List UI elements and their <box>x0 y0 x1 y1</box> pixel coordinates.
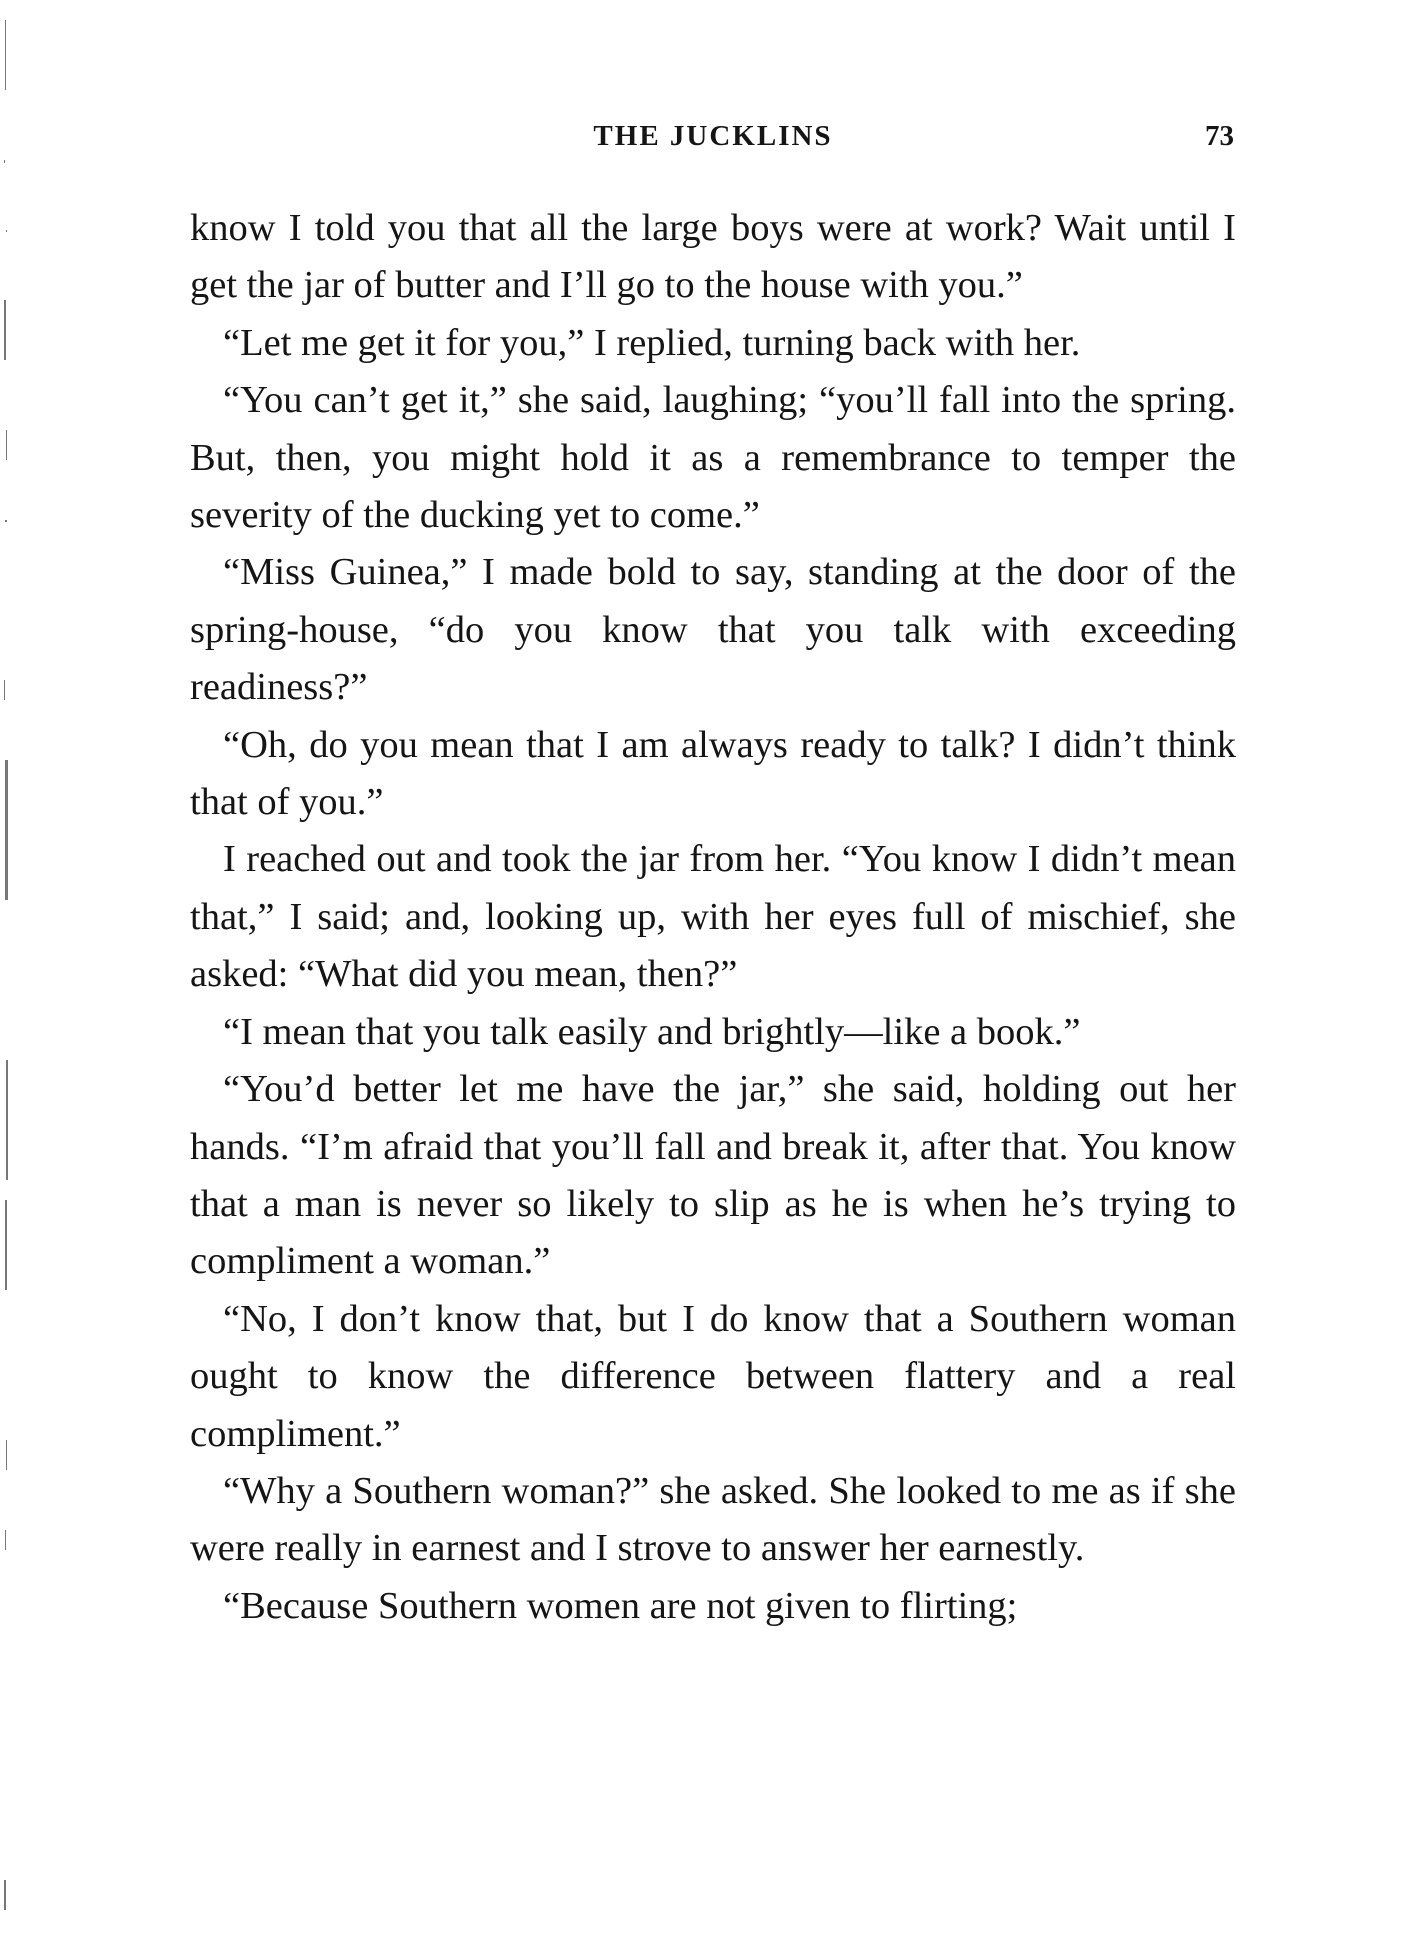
paragraph-8: “You’d better let me have the jar,” she said, holding out her hands. “I’m afraid that you’ll fall and break it, after that. You know that a man is never so likely to slip as he is when he’s trying to compliment a woman.” <box>190 1068 1236 1283</box>
paragraph-2: “Let me get it for you,” I replied, turning back with her. <box>223 321 1081 364</box>
paragraph-1: know I told you that all the large boys were at work? Wait until I get the jar of butter and I’ll go to the house with you.” <box>190 207 1236 307</box>
paragraph-5: “Oh, do you mean that I am always ready to talk? I didn’t think that of you.” <box>190 723 1236 824</box>
paragraph-6: I reached out and took the jar from her. “You know I didn’t mean that,” I said; and, looking up, with her eyes full of mischief, she asked: “What did you mean, then?” <box>190 838 1236 996</box>
running-head: THE JUCKLINS <box>593 120 833 152</box>
paragraph-7: “I mean that you talk easily and brightly—like a book.” <box>223 1010 1081 1053</box>
paragraph-9: “No, I don’t know that, but I do know that a Southern woman ought to know the difference between flattery and a real compliment.” <box>190 1297 1236 1455</box>
page-edge-speckle <box>0 0 20 1954</box>
paragraph-3: “You can’t get it,” she said, laughing; “you’ll fall into the spring. But, then, you might hold it as a remembrance to temper the severity of the ducking yet to come.” <box>190 379 1236 537</box>
paragraph-4: “Miss Guinea,” I made bold to say, standing at the door of the spring-house, “do you know that you talk with exceeding readiness?” <box>190 551 1236 709</box>
page-header <box>190 116 1236 156</box>
paragraph-10: “Why a Southern woman?” she asked. She looked to me as if she were really in earnest and I strove to answer her earnestly. <box>190 1469 1236 1570</box>
paragraph-11: “Because Southern women are not given to flirting; <box>223 1584 1018 1627</box>
body-text <box>190 200 1236 1635</box>
page-number: 73 <box>1205 120 1234 152</box>
